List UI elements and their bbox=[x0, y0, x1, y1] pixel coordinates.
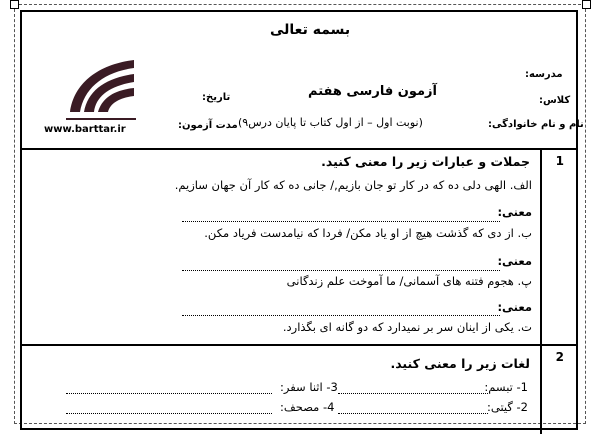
answer-line bbox=[338, 413, 488, 414]
answer-line bbox=[182, 221, 500, 222]
question-1 bbox=[22, 148, 576, 346]
question-title: جملات و عبارات زیر را معنی کنید. bbox=[321, 154, 530, 169]
exam-subtitle: (نوبت اول – از اول کتاب تا پایان درس۹) bbox=[238, 116, 423, 129]
corner-mark bbox=[582, 0, 591, 9]
item-a: الف. الهی دلی ده که در کار تو جان بازیم,/ جانی ده که کار آن جهان سازیم. bbox=[174, 178, 532, 192]
date-label: تاریخ: bbox=[202, 92, 231, 103]
question-title: لغات زیر را معنی کنید. bbox=[390, 356, 530, 371]
exam-header bbox=[22, 12, 584, 150]
answer-line bbox=[182, 270, 500, 271]
exam-title: آزمون فارسی هفتم bbox=[308, 84, 437, 99]
answer-line bbox=[338, 393, 488, 394]
name-label: نام و نام خانوادگی: bbox=[488, 119, 584, 130]
word-item: 3- اثنا سفر: bbox=[280, 380, 338, 394]
question-number: 1 bbox=[555, 154, 564, 168]
barttar-logo-icon bbox=[60, 42, 140, 122]
question-number-column bbox=[540, 148, 576, 344]
school-label: مدرسه: bbox=[525, 69, 563, 80]
answer-line bbox=[66, 393, 272, 394]
corner-mark bbox=[10, 0, 19, 9]
question-number-column bbox=[540, 344, 576, 434]
item-p: پ. هجوم فتنه های آسمانی/ ما آموخت علم زندگانی bbox=[286, 274, 532, 288]
duration-label: مدت آزمون: bbox=[178, 120, 238, 131]
item-b: ب. از دی که گذشت هیچ از او یاد مکن/ فردا که نیامدست فریاد مکن. bbox=[204, 226, 532, 240]
item-t: ت. یکی از اینان سر بر نمیدارد که دو گانه ای بگذارد. bbox=[282, 320, 532, 334]
exam-sheet bbox=[20, 10, 584, 430]
logo-url: www.barttar.ir bbox=[44, 124, 126, 135]
meaning-label: معنی: bbox=[497, 300, 532, 314]
question-2 bbox=[22, 344, 576, 434]
word-item: 2- گیتی: bbox=[486, 400, 528, 414]
word-item: 4- مصحف: bbox=[280, 400, 335, 414]
meaning-label: معنی: bbox=[497, 205, 532, 219]
class-label: کلاس: bbox=[539, 95, 571, 106]
question-number: 2 bbox=[555, 350, 564, 364]
bismillah: بسمه تعالی bbox=[270, 22, 351, 38]
answer-line bbox=[66, 413, 272, 414]
word-item: 1- تبسم: bbox=[484, 380, 528, 394]
meaning-label: معنی: bbox=[497, 254, 532, 268]
answer-line bbox=[182, 315, 500, 316]
